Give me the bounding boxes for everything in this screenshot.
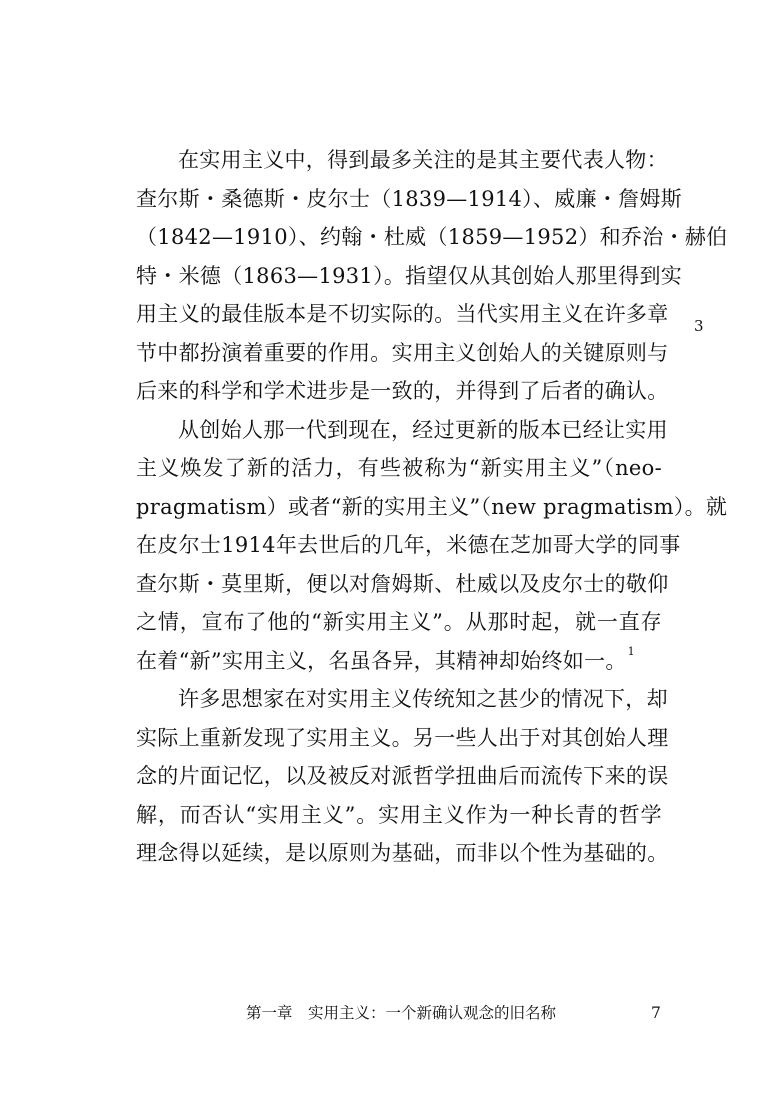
text-line-with-footnote	[136, 642, 662, 681]
text-line: 实际上重新发现了实用主义。另一些人出于对其创始人理	[136, 725, 669, 750]
text-line: 之情，宣布了他的“新实用主义”。从那时起，就一直存	[136, 610, 662, 634]
text-line: 节中都扮演着重要的作用。实用主义创始人的关键原则与	[136, 340, 669, 365]
text-line: 在实用主义中，得到最多关注的是其主要代表人物：	[178, 148, 668, 172]
text-line: 查尔斯・桑德斯・皮尔士（1839—1914）、威廉・詹姆斯	[136, 186, 683, 211]
text-line: 解，而否认“实用主义”。实用主义作为一种长青的哲学	[136, 802, 662, 827]
text-line-content: 在着“新”实用主义，名虽各异，其精神却始终如一。	[136, 648, 627, 673]
text-line: 许多思想家在对实用主义传统知之甚少的情况下，却	[178, 687, 668, 711]
text-line: 在皮尔士1914年去世后的几年，米德在芝加哥大学的同事	[136, 533, 681, 557]
running-chapter-title: 第一章 实用主义：一个新确认观念的旧名称	[246, 1004, 557, 1022]
text-line: 主义焕发了新的活力，有些被称为“新实用主义”（neo-	[136, 456, 662, 480]
text-line: （1842—1910）、约翰・杜威（1859—1952）和乔治・赫伯	[136, 225, 728, 249]
text-line: 念的片面记忆，以及被反对派哲学扭曲后而流传下来的误	[136, 764, 669, 788]
page-number: 7	[651, 1004, 661, 1022]
text-line: pragmatism）或者“新的实用主义”（new pragmatism）。就	[136, 494, 728, 519]
text-line: 查尔斯・莫里斯，便以对詹姆斯、杜威以及皮尔士的敬仰	[136, 571, 669, 596]
text-line: 后来的科学和学术进步是一致的，并得到了后者的确认。	[136, 379, 669, 403]
margin-page-reference: 3	[694, 317, 704, 335]
text-line: 特・米德（1863—1931）。指望仅从其创始人那里得到实	[136, 263, 683, 288]
text-line: 从创始人那一代到现在，经过更新的版本已经让实用	[178, 417, 668, 442]
text-line: 用主义的最佳版本是不切实际的。当代实用主义在许多章	[136, 302, 669, 326]
page-footer	[0, 1001, 768, 1025]
body-text	[136, 141, 728, 873]
text-line: 理念得以延续，是以原则为基础，而非以个性为基础的。	[136, 841, 669, 865]
footnote-reference[interactable]: 1	[627, 644, 635, 658]
